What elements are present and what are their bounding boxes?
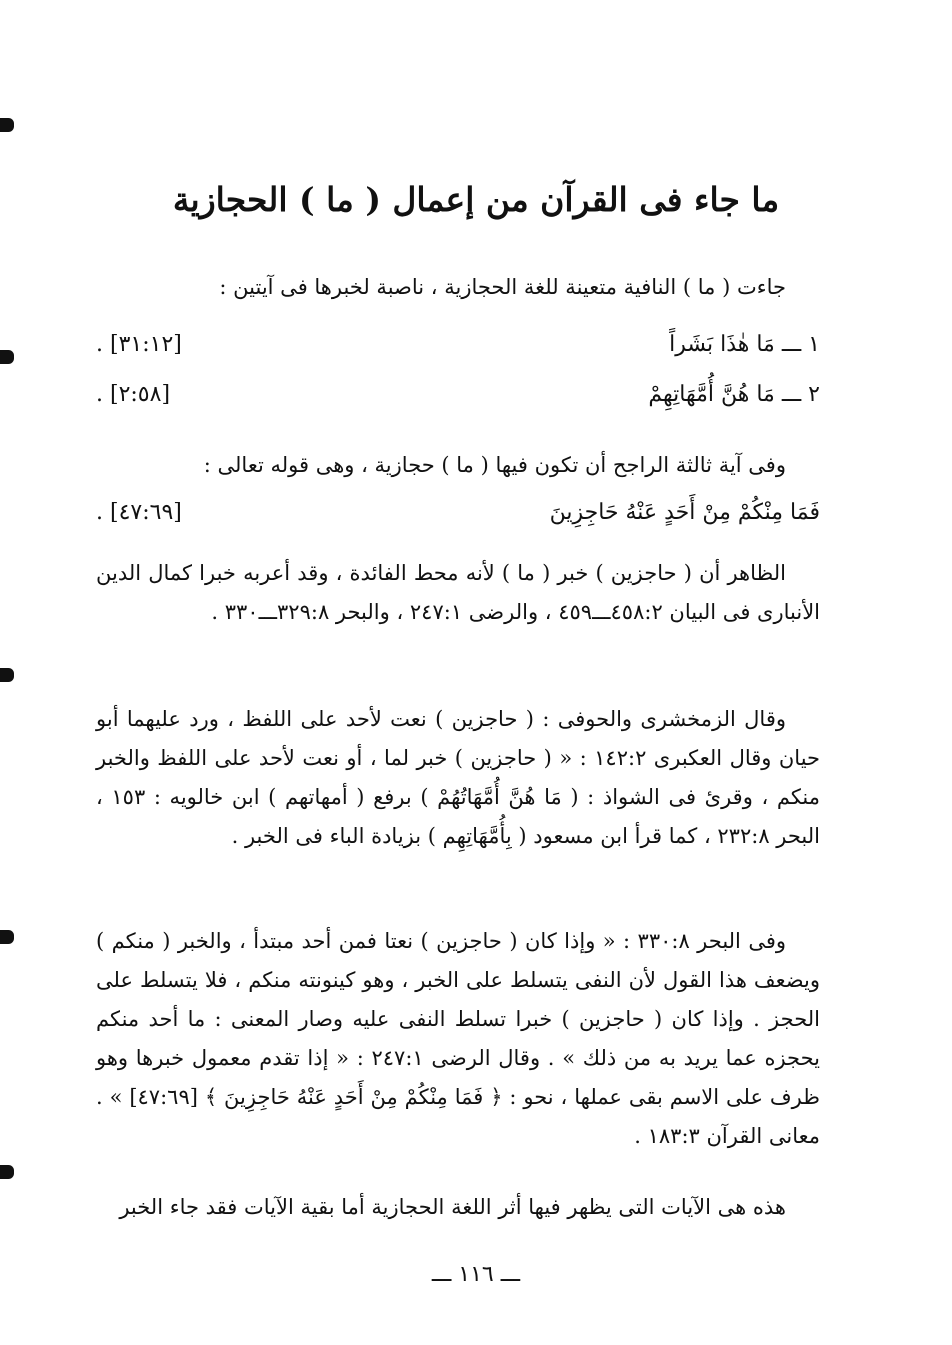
paragraph-1: الظاهر أن ( حاجزين ) خبر ( ما ) لأنه محط الفائدة ، وقد أعربه خبرا كمال الدين الأنبارى فى البيان ٤٥٨:٢ـــ٤٥٩ ، والرضى ٢٤٧:١ ، والبحر ٣٢٩:٨ـــ٣٣٠ .: [96, 561, 820, 624]
verse-reference: [٣١:١٢] .: [96, 332, 182, 357]
verse-text: ١ ـــ مَا هٰذَا بَشَراً: [669, 332, 820, 357]
verse-reference: [٢:٥٨] .: [96, 382, 171, 407]
verse-text: ٢ ـــ مَا هُنَّ أُمَّهَاتِهِمْ: [648, 382, 820, 407]
paragraph-3: وفى البحر ٣٣٠:٨ : « وإذا كان ( حاجزين ) نعتا فمن أحد مبتدأ ، والخبر ( منكم ) ويضعف هذا القول لأن النفى يتسلط على الخبر ، وهو كينونته منكم ، فلا يتسلط على الحجز . وإذا كان ( حاجزين ) خبرا تسلط النفى عليه وصار المعنى : ما أحد منكم يحجزه عما يريد به من ذلك » . وقال الرضى ٢٤٧:١ : « إذا تقدم معمول خبرها وهو ظرف على الاسم بقى عملها ، نحو : ﴿ فَمَا مِنْكُمْ مِنْ أَحَدٍ عَنْهُ حَاجِزِينَ ﴾ [٤٧:٦٩] » . معانى القرآن ١٨٣:٣ .: [96, 929, 821, 1148]
verse-line-1: [96, 332, 820, 372]
scan-edge-mark: [0, 930, 14, 944]
page-number: ـــ ١١٦ ـــ: [431, 1262, 521, 1287]
intro-paragraph: جاءت ( ما ) النافية متعينة للغة الحجازية ، ناصبة لخبرها فى آيتين :: [219, 275, 786, 299]
verse-reference: [٤٧:٦٩] .: [96, 500, 182, 525]
scan-edge-mark: [0, 350, 14, 364]
verse-text: فَمَا مِنْكُمْ مِنْ أَحَدٍ عَنْهُ حَاجِزِينَ: [549, 500, 820, 525]
verse-line-2: [96, 382, 820, 422]
verse-line-3: [96, 500, 820, 540]
scan-edge-mark: [0, 668, 14, 682]
paragraph-2: وقال الزمخشرى والحوفى : ( حاجزين ) نعت لأحد على اللفظ ، ورد عليهما أبو حيان وقال العكبرى ١٤٢:٢ : « ( حاجزين ) خبر لما ، أو نعت لأحد على اللفظ والخبر منكم ، وقرئ فى الشواذ : ( مَا هُنَّ أُمَّهَاتُهُمْ ) برفع ( أمهاتهم ) ابن خالويه : ١٥٣ ، البحر ٢٣٢:٨ ، كما قرأ ابن مسعود ( بِأُمَّهَاتِهِم ) بزيادة الباء فى الخبر .: [96, 707, 821, 848]
page-title: ما جاء فى القرآن من إعمال ( ما ) الحجازية: [172, 180, 780, 219]
scan-edge-mark: [0, 1165, 14, 1179]
third-verse-intro: وفى آية ثالثة الراجح أن تكون فيها ( ما ) حجازية ، وهى قوله تعالى :: [203, 453, 786, 477]
scan-edge-mark: [0, 118, 14, 132]
paragraph-4: هذه هى الآيات التى يظهر فيها أثر اللغة الحجازية أما بقية الآيات فقد جاء الخبر: [119, 1195, 786, 1219]
